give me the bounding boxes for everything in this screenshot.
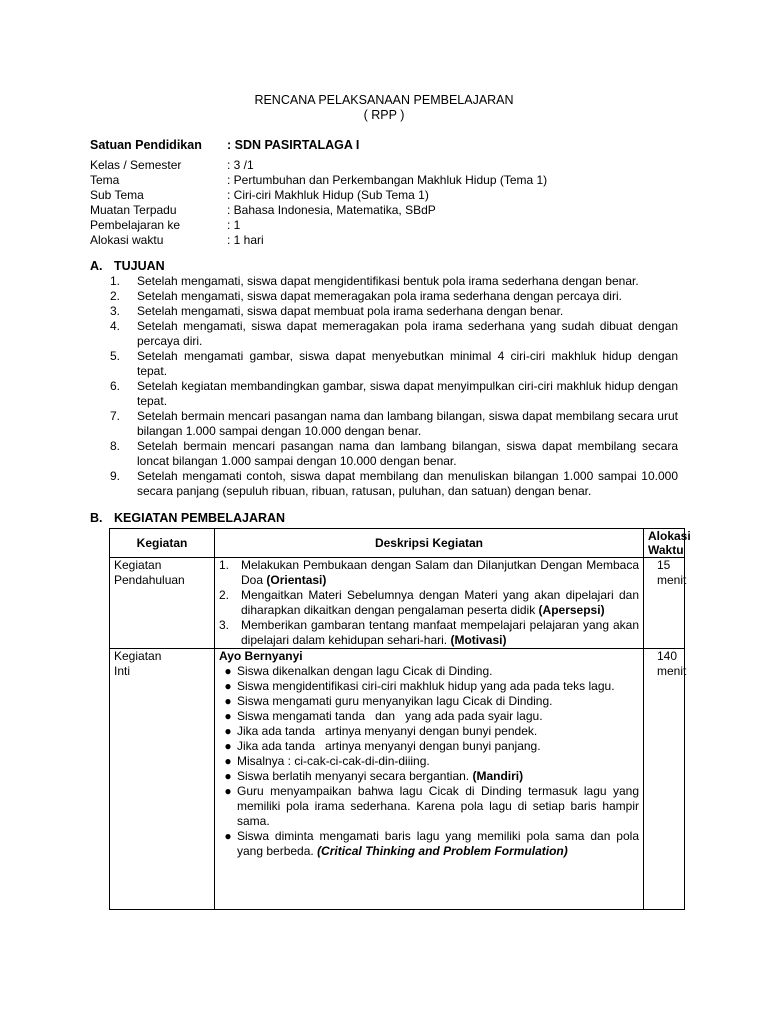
item-text: Memberikan gambaran tentang manfaat mempelajari pelajaran yang akan dipelajari dalam kehidupan sehari-hari.	[241, 618, 639, 647]
section-a-heading	[90, 259, 165, 274]
pendahuluan-list	[219, 558, 639, 648]
item-text: Siswa dikenalkan dengan lagu Cicak di Dinding.	[237, 664, 493, 678]
item-tag: (Motivasi)	[450, 633, 507, 647]
document-title	[0, 93, 768, 123]
list-item	[110, 439, 678, 469]
identity-label: Tema	[90, 173, 120, 187]
list-item	[219, 588, 639, 618]
section-title: KEGIATAN PEMBELAJARAN	[114, 511, 286, 525]
bullet-icon: ●	[224, 679, 232, 693]
list-item	[219, 769, 639, 784]
identity-value: : Bahasa Indonesia, Matematika, SBdP	[227, 203, 436, 217]
item-text: Setelah mengamati, siswa dapat mengidentifikasi bentuk pola irama sederhana dengan benar.	[137, 274, 639, 288]
bullet-icon: ●	[224, 739, 232, 753]
table-row-inti	[110, 649, 685, 910]
table-header-row	[110, 529, 685, 558]
identity-value: : Pertumbuhan dan Perkembangan Makhluk Hidup (Tema 1)	[227, 173, 548, 187]
item-text: Setelah mengamati, siswa dapat membuat pola irama sederhana dengan benar.	[137, 304, 564, 318]
identity-value: : SDN PASIRTALAGA I	[227, 138, 360, 152]
identity-row-subtema	[90, 188, 690, 203]
bullet-icon: ●	[224, 709, 232, 723]
item-text: Setelah mengamati, siswa dapat memeragakan pola irama sederhana yang sudah dibuat dengan percaya diri.	[137, 319, 678, 348]
identity-label: Kelas / Semester	[90, 158, 182, 172]
item-number: 6.	[110, 379, 121, 393]
item-number: 3.	[219, 618, 230, 632]
header-deskripsi: Deskripsi Kegiatan	[215, 529, 644, 558]
list-item	[219, 694, 639, 709]
item-number: 2.	[110, 289, 121, 303]
list-item	[219, 754, 639, 769]
time-allocation: 15 menit	[644, 558, 685, 649]
list-item	[219, 784, 639, 829]
bullet-icon: ●	[224, 784, 232, 798]
list-item	[219, 739, 639, 754]
section-title: TUJUAN	[114, 259, 165, 273]
item-number: 4.	[110, 319, 121, 333]
identity-row-alokasi	[90, 233, 690, 248]
identity-value: : 3 /1	[227, 158, 254, 172]
item-text: Melakukan Pembukaan dengan Salam dan Dilanjutkan Dengan Membaca Doa	[241, 558, 639, 587]
bullet-icon: ●	[224, 829, 232, 843]
item-text: Siswa berlatih menyanyi secara bergantian.	[237, 769, 473, 783]
bullet-icon: ●	[224, 664, 232, 678]
item-number: 9.	[110, 469, 121, 483]
item-tag: (Apersepsi)	[538, 603, 605, 617]
list-item	[110, 469, 678, 499]
bullet-icon: ●	[224, 769, 232, 783]
item-text: Setelah bermain mencari pasangan nama dan lambang bilangan, siswa dapat membilang secara loncat bilangan 1.000 sampai dengan 10.000 dengan benar.	[137, 439, 678, 468]
section-letter: A.	[90, 259, 103, 273]
item-tag: (Mandiri)	[472, 769, 524, 783]
item-text: Jika ada tanda artinya menyanyi dengan bunyi panjang.	[237, 739, 541, 753]
list-item	[219, 829, 639, 859]
identity-label: Satuan Pendidikan	[90, 138, 202, 152]
item-text: Siswa mengamati tanda dan yang ada pada syair lagu.	[237, 709, 543, 723]
bullet-icon: ●	[224, 694, 232, 708]
header-alokasi: Alokasi Waktu	[644, 529, 685, 558]
list-item	[219, 618, 639, 648]
identity-row-kelas	[90, 158, 690, 173]
list-item	[219, 679, 639, 694]
item-text: Setelah mengamati, siswa dapat memeragakan pola irama sederhana dengan percaya diri.	[137, 289, 622, 303]
item-text: Setelah mengamati contoh, siswa dapat membilang dan menuliskan bilangan 1.000 sampai 10.000 secara panjang (sepuluh ribuan, ribuan, ratusan, puluhan, dan satuan) dengan benar.	[137, 469, 678, 498]
inti-list	[219, 664, 639, 859]
item-number: 2.	[219, 588, 230, 602]
item-number: 7.	[110, 409, 121, 423]
table-row-pendahuluan	[110, 558, 685, 649]
list-item	[219, 664, 639, 679]
identity-value: : 1 hari	[227, 233, 264, 247]
item-number: 5.	[110, 349, 121, 363]
header-kegiatan: Kegiatan	[110, 529, 215, 558]
item-text: Siswa mengidentifikasi ciri-ciri makhluk hidup yang ada pada teks lagu.	[237, 679, 615, 693]
list-item	[110, 274, 678, 289]
identity-row-pembelajaran	[90, 218, 690, 233]
identity-label: Pembelajaran ke	[90, 218, 181, 232]
item-number: 1.	[219, 558, 230, 572]
item-text: Mengaitkan Materi Sebelumnya dengan Materi yang akan dipelajari dan diharapkan dikaitkan dengan pengalaman peserta didik	[241, 588, 639, 617]
item-text: Setelah bermain mencari pasangan nama dan lambang bilangan, siswa dapat membilang secara urut bilangan 1.000 sampai dengan 10.000 dengan benar.	[137, 409, 678, 438]
item-text: Setelah mengamati gambar, siswa dapat menyebutkan minimal 4 ciri-ciri makhluk hidup dengan tepat.	[137, 349, 678, 378]
item-number: 1.	[110, 274, 121, 288]
item-text: Guru menyampaikan bahwa lagu Cicak di Dinding termasuk lagu yang memiliki pola irama sederhana. Karena pola lagu di setiap baris hampir sama.	[237, 784, 639, 828]
identity-label: Alokasi waktu	[90, 233, 164, 247]
item-text: Siswa diminta mengamati baris lagu yang memiliki pola sama dan pola yang berbeda.	[237, 829, 639, 858]
description-cell	[215, 649, 644, 910]
item-text: Siswa mengamati guru menyanyikan lagu Cicak di Dinding.	[237, 694, 553, 708]
bullet-icon: ●	[224, 754, 232, 768]
activity-heading: Ayo Bernyanyi	[219, 649, 303, 663]
identity-value: : Ciri-ciri Makhluk Hidup (Sub Tema 1)	[227, 188, 429, 202]
item-text: Misalnya : ci-cak-ci-cak-di-din-diiing.	[237, 754, 430, 768]
item-number: 3.	[110, 304, 121, 318]
identity-row-satuan	[90, 138, 690, 158]
time-allocation: 140 menit	[644, 649, 685, 910]
list-item	[110, 409, 678, 439]
item-text: Jika ada tanda artinya menyanyi dengan bunyi pendek.	[237, 724, 538, 738]
item-tag: (Orientasi)	[266, 573, 327, 587]
identity-block	[90, 138, 690, 248]
list-item	[219, 709, 639, 724]
title-line-2: ( RPP )	[363, 108, 405, 122]
list-item	[110, 379, 678, 409]
identity-label: Sub Tema	[90, 188, 144, 202]
activities-table	[109, 528, 691, 910]
list-item	[110, 349, 678, 379]
goals-list	[110, 274, 678, 499]
stage-label: Kegiatan Pendahuluan	[110, 558, 215, 649]
bullet-icon: ●	[224, 724, 232, 738]
section-letter: B.	[90, 511, 103, 525]
list-item	[110, 289, 678, 304]
identity-row-tema	[90, 173, 690, 188]
stage-label: Kegiatan Inti	[110, 649, 215, 910]
list-item	[219, 724, 639, 739]
identity-label: Muatan Terpadu	[90, 203, 177, 217]
identity-value: : 1	[227, 218, 241, 232]
item-text: Setelah kegiatan membandingkan gambar, siswa dapat menyimpulkan ciri-ciri makhluk hidup dengan tepat.	[137, 379, 678, 408]
section-b-heading	[90, 511, 285, 526]
description-cell	[215, 558, 644, 649]
list-item	[219, 558, 639, 588]
list-item	[110, 319, 678, 349]
item-tag: (Critical Thinking and Problem Formulation)	[317, 844, 568, 858]
title-line-1: RENCANA PELAKSANAAN PEMBELAJARAN	[254, 93, 514, 107]
identity-row-muatan	[90, 203, 690, 218]
item-number: 8.	[110, 439, 121, 453]
list-item	[110, 304, 678, 319]
